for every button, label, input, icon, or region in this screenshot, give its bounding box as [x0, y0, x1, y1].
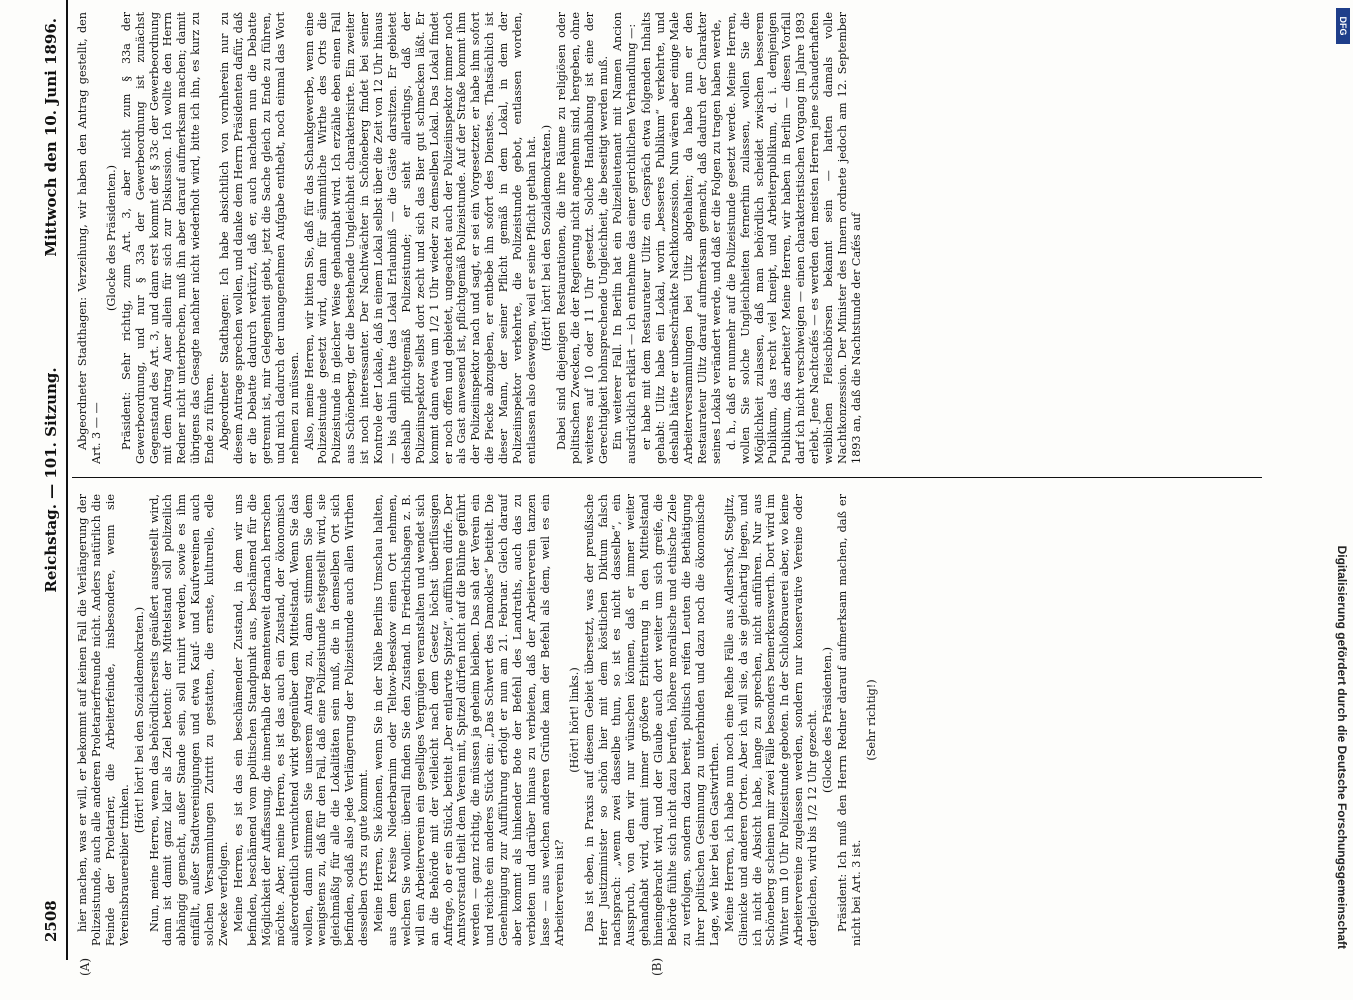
paragraph: Also, meine Herren, wir bitten Sie, daß für das Schankgewerbe, wenn eine Polizeistunde gesetzt wird, dann für sämmtliche Wirthe des Orts die Polizeistunde in gleicher Weise gehandhabt wird. Ich erzähle eben einen Fall aus Schöneberg, der die bestehende Ungleichheit charakterisirte. Ein zweiter ist noch interessanter. Der Nachtwächter in Schöneberg findet bei seiner Kontrole der Lokale, daß in einem Lokal selbst über die Zeit von 12 Uhr hinaus — bis dahin hatte das Lokal Erlaubniß — die Gäste darsitzen. Er gebietet deshalb pflichtgemäß Polizeistunde; er sieht allerdings, daß der Polizeiinspektor selbst dort zecht und sich das Bier gut schmecken läßt. Er kommt dann etwa um 1/2 1 Uhr wieder zu demselben Lokal. Das Lokal findet er noch offen und gebietet, ungeachtet auch der Polizeiinspektor immer noch als Gast anwesend ist, pflichtgemäß Polizeistunde. Auf der Straße kommt ihm der Polizeiinspektor nach und sagt, er sei ein Vorgesetzter, er habe ihm sofort die Piecke abzugeben, er entbebe ihn sofort des Dienstes. Thatsächlich ist dieser Mann, der seiner Pflicht gemäß in dem Lokal, in dem der Polizeiinspektor verkehrte, die Polizeistunde gebot, entlassen worden, entlassen also deswegen, weil er seine Pflicht gethan hat.	[302, 12, 538, 464]
speaker-paragraph: Präsident: Ich muß den Herrn Redner darauf aufmerksam machen, daß er nicht bei Art. 3 ist.	[835, 494, 863, 946]
interjection: (Hört! hört! bei den Sozialdemokraten.)	[539, 124, 553, 352]
session-title: Reichstag. — 101. Sitzung.	[42, 367, 60, 593]
speaker-paragraph: Präsident: Sehr richtig, zum Art. 3, aber nicht zum § 33a der Gewerbeordnung, und nur § 33a der Gewerbeordnung ist zunächst Gegenstand des Art. 3, und dann erst kommt der § 33c der Gewerbeordnung mit dem Antrag Auer allein für sich zur Diskussion. Ich wollte den Herrn Redner nicht unterbrechen, muß ihn aber darauf aufmerksam machen; damit übrigens das Gesagte nachher nicht wiederholt wird, bitte ich ihn, es kurz zu Ende zu führen.	[119, 12, 217, 464]
paragraph: hier machen, was er will, er bekommt auf keinen Fall die Verlängerung der Polizeistunde, auch alle anderen Proletarierfreunde nicht. Anders natürlich die Feinde der Proletarier, die Arbeiterfeinde, insbesondere, wenn sie Vereinsbrauereibier trinken.	[76, 494, 131, 946]
paragraph: Meine Herren, Sie können, wenn Sie in der Nähe Berlins Umschau halten, aus dem Kreise Niederbarnim oder Teltow-Beeskow einen Ort nehmen, welchen Sie wollen: überall finden Sie den Zustand. In Friedrichshagen z. B. will ein Arbeiterverein ein geselliges Vergnügen veranstalten und wendet sich an die Behörde mit der vielleicht nach dem Gesetz höchst überflüssigen Anfrage, ob er ein Stück, betitelt „Der entlarvte Spitzel“, aufführen dürfe. Der Amtsvorstand theilt dem Verein mit, Spitzel dürfen nicht auf die Bühne geführt werden — ganz richtig, die müssen ja geheim bleiben. Das sah der Verein ein und reichte ein anderes Stück ein: „Das Schwert des Damokles“ betitelt. Die Genehmigung zur Aufführung erfolgt er nun am 21. Februar. Gleich darauf aber kommt als hinkender Bote der Befehl des Landraths, auch das zu verbieten und darüber hinaus zu verbieten, daß der Arbeiterverein tanzen lasse — aus welchen anderen Gründe kam der Befehl als dem, weil es ein Arbeiterverein ist?	[372, 494, 566, 946]
header-rule	[66, 0, 68, 960]
paragraph: Ein weiterer Fall. In Berlin hat ein Polizeileutenant mit Namen Ancion ausdrücklich erklärt — ich entnehme das einer gerichtlichen Verhandlung —:	[611, 12, 639, 464]
paragraph: Das ist eben, in Praxis auf diesem Gebiet übersetzt, was der preußische Herr Justizminister so schön hier mit dem köstlichen Diktum falsch nachsprach: „wenn zwei dasselbe thun, so ist es nicht dasselbe“, ein Ausspruch, von dem wir nur wünschen können, daß er immer weiter gehandhabt wird, damit immer größere Erbitterung in den Mittelstand hineingebracht wird, und der Glaube auch dort weiter um sich greife, die Behörde fühlte sich nicht dazu berufen, höhere moralische und ethische Ziele zu verfolgen, sondern dazu bereit, politisch reifen Leuten die Bethätigung ihrer politischen Gesinnung zu unterbinden und dazu noch die ökonomische Lage, wie hier bei den Gastwirthen.	[582, 494, 721, 946]
margin-marker-c	[78, 0, 92, 1]
rotated-document-page	[40, 0, 1280, 976]
quoted-paragraph: er habe mit dem Restaurateur Ulitz ein Gespräch etwa folgenden Inhalts gehabt: Ulitz habe ein Lokal, worin „besseres Publikum“ verkehrte, und deshalb hätte er unbeschränkte Nachtkonzession. Nun wären aber einige Male Arbeiterversammlungen bei Ulitz abgehalten; da habe nun er den Restaurateur Ulitz darauf aufmerksam gemacht, daß dadurch der Charakter seines Lokals verändert werde, und daß er die Folgen zu tragen haben werde,	[640, 12, 723, 464]
interjection: (Glocke des Präsidenten.)	[821, 647, 835, 794]
right-text-column	[76, 12, 1266, 464]
dfg-logo: DFG	[1336, 8, 1350, 44]
page-header	[40, 0, 64, 960]
paragraph: d. h., daß er nunmehr auf die Polizeistunde gesetzt werde. Meine Herren, wollen Sie solche Ungleichheiten fernerhin zulassen, wollen Sie die Möglichkeit zulassen, daß man behördlich scheidet zwischen besserem Publikum, das recht viel kneipt, und Arbeiterpublikum, d. i. demjenigen Publikum, das arbeitet? Meine Herren, wir haben in Berlin — diesen Vorfall darf ich nicht verschweigen — einen charakteristischen Vorgang im Jahre 1893 erlebt. Jene Nachtcafés — es werden den meisten Herren jene schauderhaften weiblichen Fleischbörsen bekannt sein — hatten damals volle Nachtkonzession. Der Minister des Innern ordnete jedoch am 12. September 1893 an, daß die Nachtstunde der Cafés auf	[724, 12, 863, 464]
paragraph: Nun, meine Herren, wenn das behördlicherseits geäußert ausgestellt wird, dann ist damit ganz klar als Ziel betont: der Mittelstand soll polizeilich abhängig gemacht, außer Stande sein, soll ruinirt werden, sowie es ihm einfällt, außer Stadtvereinigungen und etwa Kauf- und Kaufvereinen auch solchen Versammlungen Zutritt zu gestatten, die ernste, kulturelle, edle Zwecke verfolgen.	[147, 494, 231, 946]
margin-marker-b: (B)	[650, 957, 664, 976]
speaker-paragraph: Abgeordneter Stadthagen: Ich habe absichtlich von vornherein nur zu diesem Antrage sprechen wollen, und danke dem Herrn Präsidenten dafür, daß er die Debatte dadurch verkürzt, daß er, auch nachdem nun die Debatte getrennt ist, mir Gelegenheit giebt, jetzt die Sache gleich zu Ende zu führen, und mich dadurch der unangenehmen Aufgabe enthebt, noch einmal das Wort nehmen zu müssen.	[218, 12, 301, 464]
paragraph: Dabei sind diejenigen Restaurationen, die ihre Räume zu religiösen oder politischen Zwecken, die der Regierung nicht angenehm sind, hergeben, ohne weiteres auf 10 oder 11 Uhr gesetzt. Solche Handhabung ist eine der Gerechtigkeit hohnsprechende Ungleichheit, die beseitigt werden muß.	[554, 12, 610, 464]
paragraph: Meine Herren, ich habe nun noch eine Reihe Fälle aus Adlershof, Steglitz, Glienicke und anderen Orten. Aber ich will sie, da sie gleichartig liegen, und ich nicht die Absicht habe, lange zu sprechen, nicht anführen. Nur aus Schöneberg scheinen mir zwei Fälle besonders bemerkenswerth. Dort wird im Winter um 10 Uhr Polizeistunde geboten. In der Schloßbrauerei aber, wo keine Arbeitervereine zugelassen werden, sondern nur konservative Vereine oder dergleichen, wird bis 1/2 12 Uhr gezecht.	[722, 494, 820, 946]
interjection: (Hört! hört! links.)	[567, 667, 581, 773]
column-divider	[72, 477, 1262, 478]
digitization-credit	[1330, 10, 1353, 990]
interjection: (Sehr richtig!)	[864, 679, 878, 761]
page-number: 2508	[42, 900, 60, 942]
session-date: Mittwoch den 10. Juni 1896.	[42, 18, 60, 257]
speaker-paragraph: Abgeordneter Stadthagen: Verzeihung, wir haben den Antrag gestellt, den Art. 3 — —	[76, 12, 103, 464]
margin-marker-d	[650, 0, 664, 1]
credit-text: Digitalisierung gefördert durch die Deutsche Forschungsgemeinschaft	[1335, 545, 1349, 949]
left-text-column	[76, 494, 1266, 946]
interjection: (Glocke des Präsidenten.)	[104, 165, 118, 312]
paragraph: Meine Herren, es ist das ein beschämender Zustand, in dem wir uns befinden, beschämend vom politischen Standpunkt aus, beschämend für die Möglichkeit der Auffassung, die innerhalb der Beamtenwelt darnach herrschen möchte. Aber, meine Herren, es ist das auch ein Zustand, der ökonomisch außerordentlich vernichtend wirkt gegenüber dem Mittelstand. Wenn Sie das wollen, dann stimmen Sie unserem Antrag zu, dann stimmen Sie dem wenigstens zu, daß für den Fall, daß eine Polizeistunde festgestellt wird, sie gleichmäßig für alle die Lokalitäten sein muß, die in demselben Ort sich befinden, sodaß also jede Verlängerung der Polizeistunde auch allen Wirthen desselben Orts zu gute kommt.	[231, 494, 371, 946]
margin-marker-a: (A)	[78, 957, 92, 976]
interjection: (Hört! hört! bei den Sozialdemokraten.)	[132, 606, 146, 834]
